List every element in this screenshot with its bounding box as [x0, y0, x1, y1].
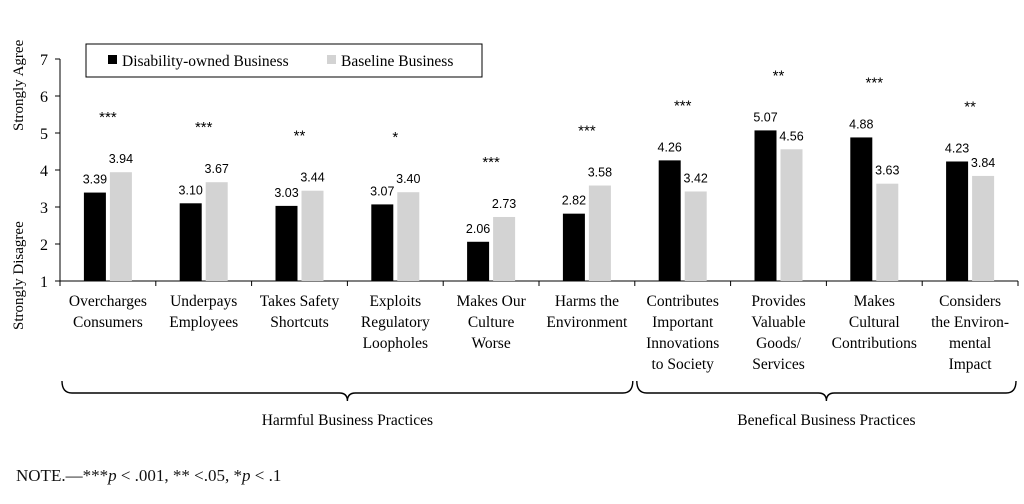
y-tick-label: 2: [40, 237, 48, 254]
category-label: Provides: [751, 293, 806, 310]
category-label: Impact: [948, 356, 992, 373]
note-text: < .001, ** <.05, *: [116, 466, 243, 485]
y-tick-label: 3: [40, 200, 48, 217]
significance-marker: ***: [482, 153, 500, 171]
data-label: 3.40: [396, 172, 421, 187]
significance-marker: ***: [865, 74, 884, 92]
y-axis-label-bottom: Strongly Disagree: [11, 221, 27, 330]
significance-note: [16, 466, 281, 486]
y-tick-label: 7: [40, 52, 48, 69]
category-label: Innovations: [646, 335, 720, 352]
category-label: Goods/: [756, 335, 801, 352]
bar-baseline: [685, 191, 707, 281]
note-prefix: NOTE.—***: [16, 466, 109, 485]
data-label: 3.07: [370, 184, 395, 199]
data-label: 2.82: [561, 193, 587, 208]
category-label: Services: [752, 356, 805, 373]
category-label: Loopholes: [362, 335, 429, 352]
category-label: Valuable: [751, 314, 806, 331]
significance-marker: ***: [99, 109, 117, 127]
bar-disability-owned: [180, 203, 202, 281]
data-label: 3.44: [300, 170, 325, 185]
significance-marker: **: [293, 127, 306, 145]
data-label: 3.67: [204, 162, 229, 177]
category-label: Takes Safety: [259, 293, 340, 310]
legend-swatch-baseline: [327, 55, 336, 64]
category-label: Cultural: [848, 314, 900, 331]
category-label: Harms the: [554, 293, 619, 310]
legend-swatch-disability-owned: [108, 55, 117, 64]
data-label: 4.26: [657, 140, 682, 155]
category-label: Considers: [939, 293, 1002, 310]
data-label: 2.06: [465, 221, 491, 236]
data-label: 3.03: [274, 185, 299, 200]
category-label: Contributes: [646, 293, 719, 310]
bar-baseline: [302, 191, 324, 281]
group-brace: [62, 381, 633, 401]
category-label: Culture: [467, 314, 515, 331]
data-label: 3.84: [970, 155, 996, 170]
y-tick-label: 1: [40, 274, 48, 291]
data-label: 4.88: [849, 117, 874, 132]
significance-marker: **: [772, 67, 785, 85]
data-label: 3.63: [875, 163, 900, 178]
bar-disability-owned: [946, 161, 968, 281]
category-label: Overcharges: [68, 293, 147, 310]
data-label: 3.94: [108, 152, 134, 167]
bar-disability-owned: [467, 242, 489, 281]
data-label: 4.56: [779, 129, 804, 144]
legend-label: Disability-owned Business: [122, 53, 289, 70]
data-label: 3.42: [683, 171, 708, 186]
data-label: 5.07: [753, 110, 778, 125]
category-label: Important: [652, 314, 714, 331]
category-label: Contributions: [831, 335, 917, 352]
group-label: Benefical Business Practices: [737, 412, 916, 429]
bar-baseline: [493, 217, 515, 281]
bar-disability-owned: [276, 206, 298, 281]
y-tick-label: 4: [40, 163, 48, 180]
category-label: mental: [949, 335, 992, 352]
significance-marker: ***: [194, 119, 213, 137]
bar-disability-owned: [563, 214, 585, 281]
data-label: 4.23: [944, 141, 970, 156]
bar-baseline: [781, 149, 803, 281]
category-label: Consumers: [73, 314, 143, 331]
bar-disability-owned: [371, 204, 393, 281]
category-label: Regulatory: [360, 314, 430, 331]
significance-marker: ***: [673, 97, 692, 115]
category-label: Shortcuts: [270, 314, 329, 331]
data-label: 2.73: [491, 196, 517, 211]
bar-baseline: [876, 184, 898, 281]
legend-label: Baseline Business: [341, 53, 454, 70]
bar-disability-owned: [659, 160, 681, 281]
group-label: Harmful Business Practices: [261, 412, 434, 429]
significance-marker: ***: [578, 122, 596, 140]
note-text: < .1: [250, 466, 282, 485]
significance-marker: **: [964, 98, 976, 116]
data-label: 3.39: [82, 172, 108, 187]
category-label: Underpays: [170, 293, 238, 310]
note-p-symbol: p: [108, 466, 117, 485]
bar-baseline: [589, 186, 611, 281]
bar-baseline: [972, 176, 994, 281]
y-tick-label: 5: [40, 126, 48, 143]
category-label: Environment: [546, 314, 628, 331]
data-label: 3.10: [178, 183, 203, 198]
category-label: Makes: [853, 293, 895, 310]
bar-disability-owned: [84, 193, 106, 281]
note-p-symbol: p: [242, 466, 251, 485]
category-label: Worse: [471, 335, 511, 352]
bar-disability-owned: [755, 130, 777, 281]
category-label: Employees: [169, 314, 239, 331]
category-label: Makes Our: [456, 293, 526, 310]
y-axis-label-top: Strongly Agree: [11, 39, 27, 131]
significance-marker: *: [392, 129, 399, 147]
bar-baseline: [397, 192, 419, 281]
bar-disability-owned: [850, 137, 872, 281]
data-label: 3.58: [587, 165, 613, 180]
bar-baseline: [110, 172, 132, 281]
category-label: to Society: [651, 356, 714, 373]
category-label: the Environ-: [931, 314, 1010, 331]
group-brace: [637, 381, 1016, 401]
category-label: Exploits: [369, 293, 422, 310]
y-tick-label: 6: [40, 89, 48, 106]
bar-baseline: [206, 182, 228, 281]
